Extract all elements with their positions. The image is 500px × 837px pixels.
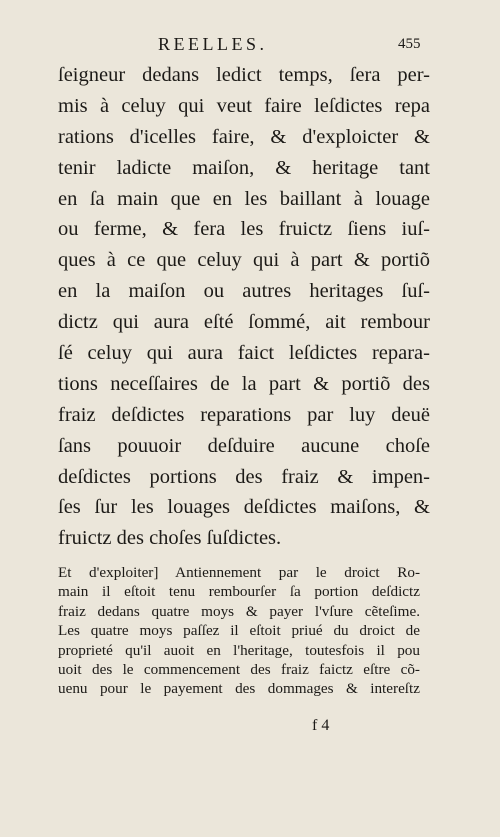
running-title: REELLES. xyxy=(158,34,268,54)
commentary-note-block xyxy=(58,563,420,699)
running-head xyxy=(0,34,500,56)
note-line: uenu pour le payement des dommages & intereſtz xyxy=(58,680,420,698)
main-text-line: ſeigneur dedans ledict temps, ſera per- xyxy=(58,64,430,86)
main-text-line: rations d'icelles faire, & d'exploicter & xyxy=(58,125,430,148)
note-line: uoit des le commencement des fraiz faictz eſtre cõ- xyxy=(58,660,420,678)
main-text-line: ques à ce que celuy qui à part & portiõ xyxy=(58,249,430,272)
main-text-line: ſans pouuoir deſduire aucune choſe xyxy=(58,434,430,457)
signature-mark: f 4 xyxy=(312,717,330,734)
note-line: main il eſtoit tenu rembourſer ſa portion deſdictz xyxy=(58,583,420,601)
main-text-line: fraiz deſdictes reparations par luy deuë xyxy=(58,403,430,426)
main-text-line: en la maiſon ou autres heritages ſuſ- xyxy=(58,280,430,303)
main-text-line: tenir ladicte maiſon, & heritage tant xyxy=(58,156,430,179)
main-text-line: dictz qui aura eſté ſommé, ait rembour xyxy=(58,311,430,334)
main-text-line: tions neceſſaires de la part & portiõ des xyxy=(58,372,430,395)
main-text-line: fruictz des choſes ſuſdictes. xyxy=(58,527,282,550)
main-text-line: en ſa main que en les baillant à louage xyxy=(58,187,430,210)
note-line: Et d'exploiter] Antiennement par le droict Ro- xyxy=(58,564,420,581)
main-text-block xyxy=(58,60,430,554)
main-text-line: mis à celuy qui veut faire leſdictes repa xyxy=(58,94,430,117)
main-text-line: ſes ſur les louages deſdictes maiſons, & xyxy=(58,496,430,519)
note-line: Les quatre moys paſſez il eſtoit priué du droict de xyxy=(58,622,420,640)
main-text-line: deſdictes portions des fraiz & impen- xyxy=(58,465,430,488)
note-line: fraiz dedans quatre moys & payer l'vſure cẽteſime. xyxy=(58,602,420,620)
main-text-line: ſé celuy qui aura faict leſdictes repara- xyxy=(58,342,430,365)
main-text-line: ou ferme, & fera les fruictz ſiens iuſ- xyxy=(58,218,430,241)
page-number: 455 xyxy=(398,36,421,52)
note-line: proprieté qu'il auoit en l'heritage, toutesfois il pou xyxy=(58,641,420,659)
